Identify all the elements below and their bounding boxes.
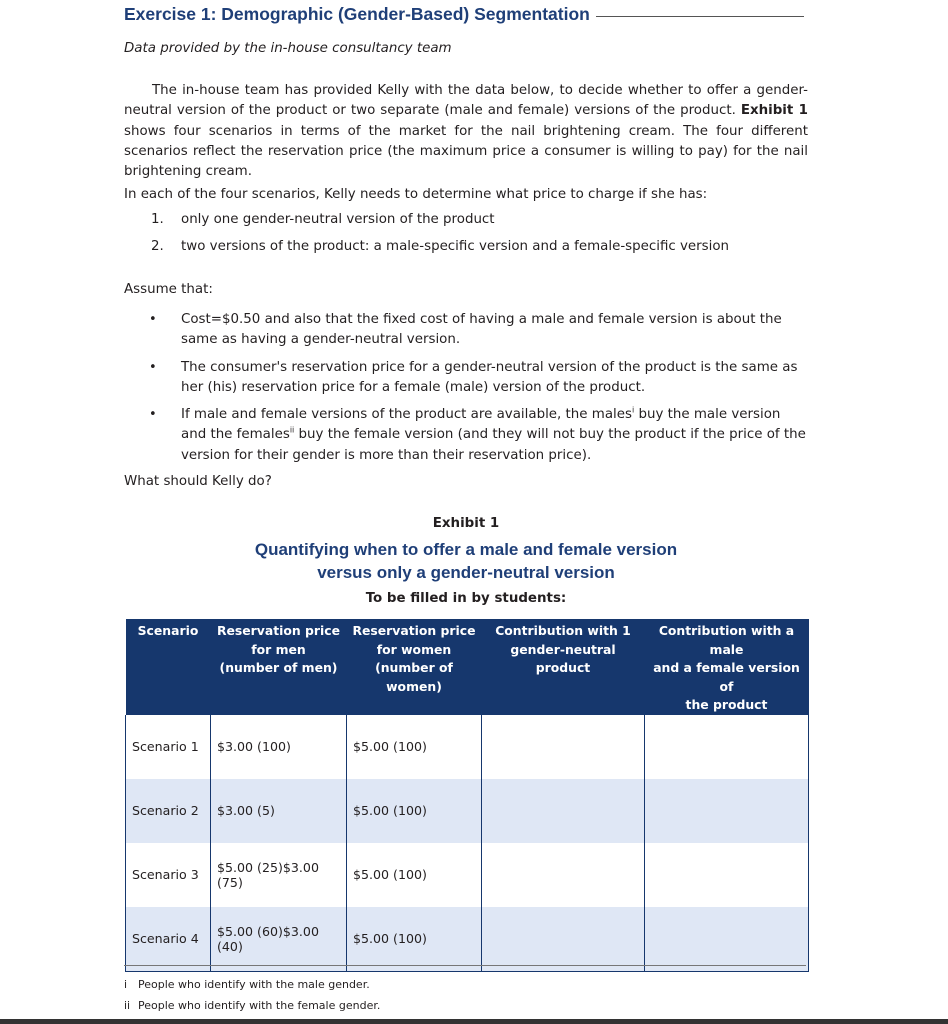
header-women xyxy=(347,619,482,715)
header-scenario xyxy=(126,619,211,715)
header-text: (number of men) xyxy=(219,660,338,675)
header-text: Contribution with 1 xyxy=(495,623,631,638)
cell-scenario: Scenario 3 xyxy=(126,843,211,907)
bullet-icon: • xyxy=(149,359,157,375)
cell-women: $5.00 (100) xyxy=(347,779,482,843)
cell-scenario: Scenario 1 xyxy=(126,715,211,779)
bullet-icon: • xyxy=(149,312,157,327)
footnote xyxy=(124,995,380,1016)
footnotes xyxy=(124,974,380,1016)
scenario-table xyxy=(125,619,809,972)
table-row xyxy=(126,843,809,907)
exhibit-subtitle: To be filled in by students: xyxy=(365,591,567,606)
header-text: Contribution with a male xyxy=(658,623,795,657)
cell-scenario: Scenario 2 xyxy=(126,779,211,843)
header-text: Reservation price xyxy=(352,623,476,638)
footnote-ref: i xyxy=(631,405,635,415)
question-text: What should Kelly do? xyxy=(124,474,272,489)
header-text: Scenario xyxy=(137,623,199,638)
assumption-text xyxy=(181,405,808,466)
header-text: gender-neutral product xyxy=(510,641,616,675)
footnote-divider xyxy=(124,965,806,966)
cell-neutral-input[interactable] xyxy=(482,907,645,972)
cell-male-female-input[interactable] xyxy=(645,907,809,972)
header-text: (number of women) xyxy=(375,660,453,694)
heading-rule xyxy=(596,16,804,17)
header-neutral-contribution xyxy=(482,619,645,715)
assumption-text-part: buy the male version and the females xyxy=(181,407,781,443)
footnote xyxy=(124,974,380,995)
exhibit-label: Exhibit 1 xyxy=(432,516,500,531)
heading-row xyxy=(124,4,804,25)
header-text: and a female version of xyxy=(653,660,800,694)
assumption-text-part: buy the female version (and they will not buy the product if the price of the version for their gender is more than their reservation price). xyxy=(181,427,806,463)
intro-exhibit-ref: Exhibit 1 xyxy=(740,103,808,119)
assume-label: Assume that: xyxy=(124,282,213,297)
cell-women: $5.00 (100) xyxy=(347,843,482,907)
header-text: Reservation price xyxy=(216,623,341,638)
cell-men: $5.00 (60)$3.00 (40) xyxy=(211,907,347,972)
footnote-text: People who identify with the male gender. xyxy=(138,978,370,991)
list-number: 2. xyxy=(151,239,164,254)
bullet-icon: • xyxy=(149,407,157,423)
scenario-instructions: In each of the four scenarios, Kelly needs to determine what price to charge if she has: xyxy=(124,187,708,202)
exhibit-title xyxy=(124,538,808,584)
list-number: 1. xyxy=(151,212,164,227)
cell-women: $5.00 (100) xyxy=(347,715,482,779)
assumptions-list xyxy=(142,310,808,473)
header-text: for men xyxy=(251,641,306,657)
assumption-text: Cost=$0.50 and also that the fixed cost of having a male and female version is about the same as having a gender-neutral version. xyxy=(181,312,782,348)
cell-scenario: Scenario 4 xyxy=(126,907,211,972)
cell-neutral-input[interactable] xyxy=(482,779,645,843)
header-text: for women xyxy=(376,641,452,657)
intro-text-1: The in-house team has provided Kelly with the data below, to decide whether to offer a gender-neutral version of the product or two separate (male and female) versions of the product. xyxy=(124,83,808,119)
cell-neutral-input[interactable] xyxy=(482,843,645,907)
assumption-text-part: If male and female versions of the product are available, the males xyxy=(181,407,632,423)
cell-male-female-input[interactable] xyxy=(645,779,809,843)
intro-text-2: shows four scenarios in terms of the market for the nail brightening cream. The four different scenarios reflect the reservation price (the maximum price a consumer is willing to pay) for the nail brightening cream. xyxy=(124,123,808,180)
table-row xyxy=(126,779,809,843)
footnote-text: People who identify with the female gender. xyxy=(138,999,381,1012)
assumption-item xyxy=(142,358,808,399)
header-men xyxy=(211,619,347,715)
list-item xyxy=(151,239,729,266)
cell-male-female-input[interactable] xyxy=(645,715,809,779)
header-male-female-contribution xyxy=(645,619,809,715)
source-note: Data provided by the in-house consultancy team xyxy=(124,41,452,56)
page-title: Exercise 1: Demographic (Gender-Based) Segmentation xyxy=(124,4,590,24)
numbered-list xyxy=(151,212,729,266)
assumption-item xyxy=(142,405,808,466)
table-row xyxy=(126,907,809,972)
cell-men: $5.00 (25)$3.00 (75) xyxy=(211,843,347,907)
exhibit-title-line: versus only a gender-neutral version xyxy=(317,563,615,582)
cell-men: $3.00 (100) xyxy=(211,715,347,779)
cell-neutral-input[interactable] xyxy=(482,715,645,779)
footnote-ref: ii xyxy=(289,426,295,436)
exhibit-title-line: Quantifying when to offer a male and female version xyxy=(254,540,678,559)
list-text: two versions of the product: a male-specific version and a female-specific version xyxy=(181,239,730,254)
cell-women: $5.00 (100) xyxy=(347,907,482,972)
intro-paragraph xyxy=(124,81,808,182)
header-text: the product xyxy=(685,697,768,712)
table-header-row xyxy=(126,619,809,715)
cell-male-female-input[interactable] xyxy=(645,843,809,907)
footnote-mark: i xyxy=(124,978,128,991)
table-row xyxy=(126,715,809,779)
cell-men: $3.00 (5) xyxy=(211,779,347,843)
list-item xyxy=(151,212,729,239)
list-text: only one gender-neutral version of the product xyxy=(181,212,495,227)
footnote-mark: ii xyxy=(124,999,131,1012)
assumption-item xyxy=(142,310,808,351)
assumption-text: The consumer's reservation price for a gender-neutral version of the product is the same as her (his) reservation price for a female (male) version of the product. xyxy=(181,359,798,395)
bottom-edge-bar xyxy=(0,1019,948,1024)
